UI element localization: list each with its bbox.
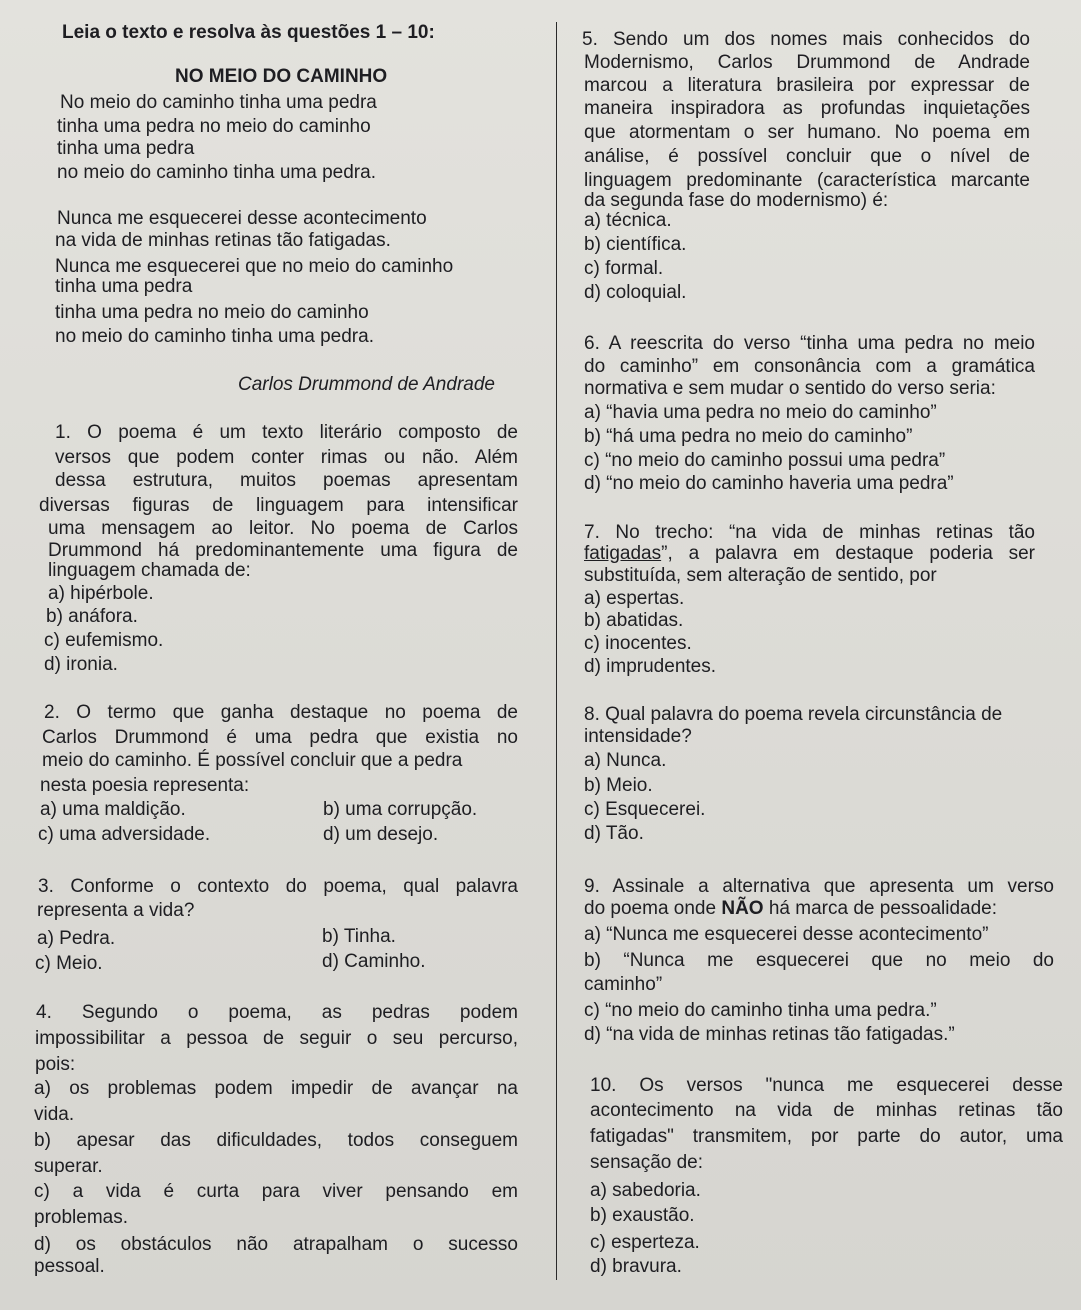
answer-option[interactable]: a) técnica. bbox=[584, 210, 672, 231]
answer-option[interactable]: a) “havia uma pedra no meio do caminho” bbox=[584, 402, 937, 423]
question-text-line: maneira inspiradora as profundas inquietações bbox=[584, 98, 1030, 119]
column-divider bbox=[556, 22, 557, 1280]
answer-option-continuation[interactable]: caminho” bbox=[584, 974, 663, 995]
poem-verse: no meio do caminho tinha uma pedra. bbox=[57, 162, 376, 183]
question-text-line: 8. Qual palavra do poema revela circunstância de bbox=[584, 704, 1003, 725]
answer-option[interactable]: a) Pedra. bbox=[37, 928, 116, 949]
question-text-line: substituída, sem alteração de sentido, por bbox=[584, 565, 937, 586]
instructions-heading: Leia o texto e resolva às questões 1 – 10: bbox=[62, 22, 435, 43]
answer-option[interactable]: b) apesar das dificuldades, todos conseguem bbox=[34, 1130, 518, 1151]
answer-option[interactable]: b) abatidas. bbox=[584, 610, 684, 631]
question-text-line bbox=[584, 543, 1035, 565]
question-text-line: acontecimento na vida de minhas retinas tão bbox=[590, 1100, 1063, 1121]
poem-verse: tinha uma pedra bbox=[57, 138, 195, 159]
question-text-line: 9. Assinale a alternativa que apresenta um verso bbox=[584, 876, 1054, 897]
question-text-line: 4. Segundo o poema, as pedras podem bbox=[36, 1002, 518, 1023]
question-text-line: intensidade? bbox=[584, 726, 692, 747]
question-text-line: marcou a literatura brasileira por expressar de bbox=[584, 75, 1030, 96]
question-text-line: Drummond há predominantemente uma figura de bbox=[48, 540, 518, 561]
question-text-line: 3. Conforme o contexto do poema, qual palavra bbox=[38, 876, 518, 897]
question-text-line: 10. Os versos "nunca me esquecerei desse bbox=[590, 1075, 1063, 1096]
poem-author: Carlos Drummond de Andrade bbox=[238, 374, 495, 395]
question-text-line bbox=[584, 898, 997, 920]
answer-option[interactable]: d) Caminho. bbox=[322, 951, 426, 972]
question-text-line: versos que podem conter rimas ou não. Além bbox=[55, 447, 518, 468]
poem-verse: na vida de minhas retinas tão fatigadas. bbox=[55, 230, 391, 251]
poem-verse: Nunca me esquecerei que no meio do caminho bbox=[55, 256, 454, 277]
question-text-line: do caminho” em consonância com a gramática bbox=[584, 356, 1035, 377]
question-text-line: representa a vida? bbox=[37, 900, 195, 921]
answer-option[interactable]: a) sabedoria. bbox=[590, 1180, 701, 1201]
answer-option[interactable]: b) Tinha. bbox=[322, 926, 396, 947]
answer-option[interactable]: c) “no meio do caminho tinha uma pedra.” bbox=[584, 1000, 937, 1021]
question-text-line: da segunda fase do modernismo) é: bbox=[584, 190, 889, 211]
answer-option[interactable]: b) científica. bbox=[584, 234, 687, 255]
answer-option[interactable]: a) espertas. bbox=[584, 588, 685, 609]
question-text-line: 6. A reescrita do verso “tinha uma pedra no meio bbox=[584, 333, 1035, 354]
answer-option-continuation[interactable]: vida. bbox=[34, 1104, 75, 1125]
question-text-line: Carlos Drummond é uma pedra que existia no bbox=[42, 727, 518, 748]
answer-option[interactable]: b) Meio. bbox=[584, 775, 653, 796]
question-text-line: meio do caminho. É possível concluir que a pedra bbox=[42, 750, 463, 771]
answer-option[interactable]: d) “na vida de minhas retinas tão fatigadas.” bbox=[584, 1024, 955, 1045]
answer-option[interactable]: b) exaustão. bbox=[590, 1205, 695, 1226]
question-text-line: 2. O termo que ganha destaque no poema de bbox=[44, 702, 518, 723]
answer-option[interactable]: b) uma corrupção. bbox=[323, 799, 478, 820]
answer-option[interactable]: b) anáfora. bbox=[46, 606, 138, 627]
answer-option[interactable]: d) Tão. bbox=[584, 823, 644, 844]
question-text-line: sensação de: bbox=[590, 1152, 704, 1173]
answer-option[interactable]: c) Meio. bbox=[35, 953, 103, 974]
answer-option[interactable]: c) a vida é curta para viver pensando em bbox=[34, 1181, 518, 1202]
question-text-line: normativa e sem mudar o sentido do verso seria: bbox=[584, 378, 996, 399]
answer-option[interactable]: c) eufemismo. bbox=[44, 630, 164, 651]
answer-option[interactable]: a) hipérbole. bbox=[48, 583, 154, 604]
question-text-line: que atormentam o ser humano. No poema em bbox=[584, 122, 1030, 143]
poem-title: NO MEIO DO CAMINHO bbox=[175, 66, 388, 87]
poem-verse: Nunca me esquecerei desse acontecimento bbox=[57, 208, 427, 229]
poem-verse: tinha uma pedra no meio do caminho bbox=[57, 116, 371, 137]
answer-option[interactable]: c) esperteza. bbox=[590, 1232, 700, 1253]
answer-option[interactable]: c) uma adversidade. bbox=[38, 824, 211, 845]
answer-option[interactable]: d) coloquial. bbox=[584, 282, 687, 303]
answer-option[interactable]: a) Nunca. bbox=[584, 750, 667, 771]
question-text-line: uma mensagem ao leitor. No poema de Carlos bbox=[48, 518, 518, 539]
question-text-fragment: há marca de pessoalidade: bbox=[763, 898, 998, 919]
question-text-fragment: do poema onde bbox=[584, 898, 722, 919]
answer-option[interactable]: d) os obstáculos não atrapalham o sucesso bbox=[34, 1234, 518, 1255]
question-text-line: impossibilitar a pessoa de seguir o seu percurso, bbox=[35, 1028, 518, 1049]
answer-option[interactable]: a) uma maldição. bbox=[40, 799, 186, 820]
answer-option[interactable]: b) “Nunca me esquecerei que no meio do bbox=[584, 950, 1054, 971]
poem-verse: tinha uma pedra no meio do caminho bbox=[55, 302, 369, 323]
answer-option[interactable]: d) um desejo. bbox=[323, 824, 439, 845]
answer-option[interactable]: c) Esquecerei. bbox=[584, 799, 706, 820]
question-text-line: linguagem predominante (característica marcante bbox=[584, 170, 1030, 191]
poem-verse: No meio do caminho tinha uma pedra bbox=[60, 92, 377, 113]
question-text-line: linguagem chamada de: bbox=[48, 560, 251, 581]
emphasis-word: NÃO bbox=[721, 898, 764, 919]
question-text-line: pois: bbox=[35, 1054, 76, 1075]
question-text-line: análise, é possível concluir que o nível de bbox=[584, 146, 1030, 167]
answer-option[interactable]: d) “no meio do caminho haveria uma pedra” bbox=[584, 473, 954, 494]
highlighted-word: fatigadas bbox=[584, 543, 662, 564]
question-text-line: 5. Sendo um dos nomes mais conhecidos do bbox=[582, 29, 1030, 50]
answer-option-continuation[interactable]: problemas. bbox=[34, 1207, 128, 1228]
poem-verse: no meio do caminho tinha uma pedra. bbox=[55, 326, 374, 347]
question-text-line: dessa estrutura, muitos poemas apresentam bbox=[55, 470, 518, 491]
answer-option[interactable]: b) “há uma pedra no meio do caminho” bbox=[584, 426, 913, 447]
question-text-line: 1. O poema é um texto literário composto de bbox=[55, 422, 518, 443]
answer-option-continuation[interactable]: superar. bbox=[34, 1156, 103, 1177]
question-text-line: Modernismo, Carlos Drummond de Andrade bbox=[584, 52, 1030, 73]
question-text-line: 7. No trecho: “na vida de minhas retinas tão bbox=[584, 522, 1035, 543]
answer-option[interactable]: d) ironia. bbox=[44, 654, 118, 675]
question-text-fragment: ”, a palavra em destaque poderia ser bbox=[661, 543, 1035, 564]
answer-option[interactable]: a) os problemas podem impedir de avançar na bbox=[34, 1078, 518, 1099]
poem-verse: tinha uma pedra bbox=[55, 276, 193, 297]
answer-option[interactable]: c) inocentes. bbox=[584, 633, 692, 654]
answer-option-continuation[interactable]: pessoal. bbox=[34, 1256, 105, 1277]
answer-option[interactable]: a) “Nunca me esquecerei desse acontecimento” bbox=[584, 924, 989, 945]
answer-option[interactable]: c) formal. bbox=[584, 258, 664, 279]
question-text-line: nesta poesia representa: bbox=[40, 775, 250, 796]
answer-option[interactable]: c) “no meio do caminho possui uma pedra” bbox=[584, 450, 946, 471]
question-text-line: fatigadas" transmitem, por parte do autor, uma bbox=[590, 1126, 1063, 1147]
answer-option[interactable]: d) imprudentes. bbox=[584, 656, 717, 677]
answer-option[interactable]: d) bravura. bbox=[590, 1256, 682, 1277]
question-text-line: diversas figuras de linguagem para intensificar bbox=[39, 495, 518, 516]
